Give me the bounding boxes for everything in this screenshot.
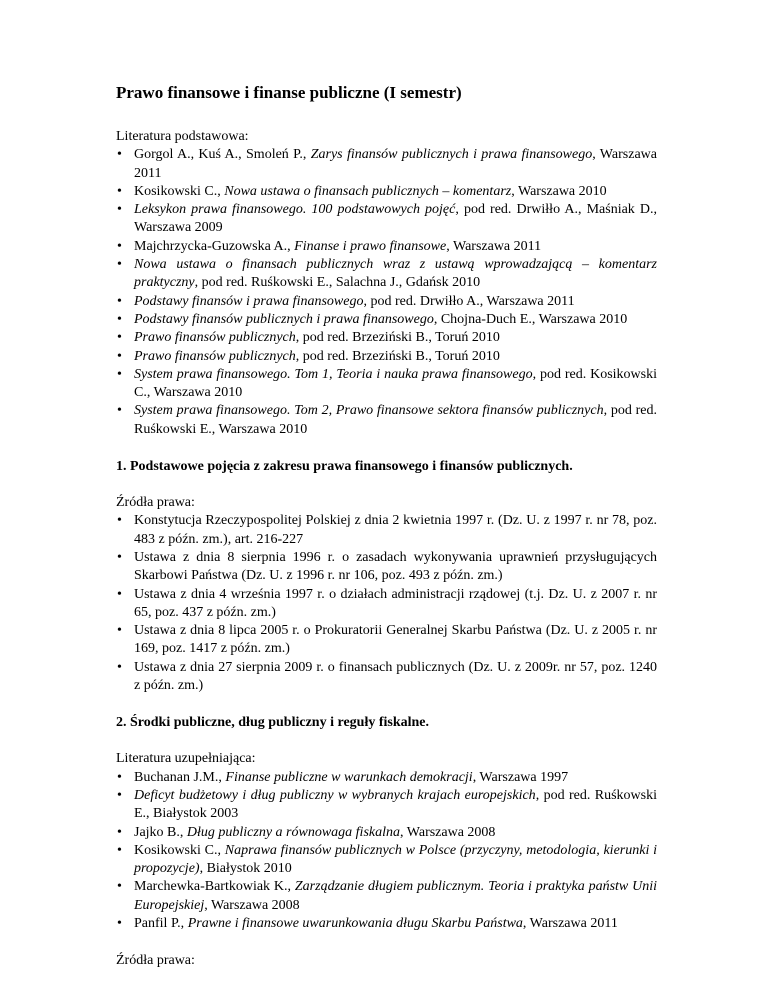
item-text: , pod red. Ruśkowski E., Warszawa 2010	[134, 403, 657, 437]
item-text: , pod red. Brzeziński B., Toruń 2010	[295, 330, 500, 346]
item-text: , pod red. Brzeziński B., Toruń 2010	[295, 348, 500, 364]
item-text: , pod red. Drwiłło A., Warszawa 2011	[363, 293, 575, 309]
list-item	[116, 842, 657, 879]
list-item	[116, 787, 657, 824]
list-item	[116, 146, 657, 183]
document-content	[116, 83, 657, 990]
list-item	[116, 311, 657, 329]
item-text: , Warszawa 2010	[511, 183, 607, 199]
item-text: Gorgol A., Kuś A., Smoleń P.,	[134, 147, 311, 163]
section-2-sources-label: Źródła prawa:	[116, 953, 195, 969]
italic-title-text: Zarządzanie długiem publicznym. Teoria i praktyka państw Unii Europejskiej	[134, 879, 657, 913]
item-text: , Warszawa 2008	[204, 897, 300, 913]
italic-title-text: Finanse i prawo finansowe	[294, 238, 447, 254]
item-text: Kosikowski C.,	[134, 183, 225, 199]
list-item	[116, 878, 657, 915]
item-text: , Warszawa 2011	[134, 147, 657, 181]
italic-title-text: Naprawa finansów publicznych w Polsce (przyczyny, metodologia, kierunki i propozycje)	[134, 842, 657, 877]
italic-title-text: Deficyt budżetowy i dług publiczny w wybranych krajach europejskich	[134, 787, 536, 803]
italic-title-text: Finanse publiczne w warunkach demokracji	[225, 769, 473, 785]
item-text: Kosikowski C.,	[134, 842, 225, 858]
italic-title-text: Prawo finansów publicznych	[134, 348, 296, 364]
italic-title-text: Prawne i finansowe uwarunkowania długu Skarbu Państwa	[187, 915, 523, 931]
item-text: Ustawa z dnia 4 września 1997 r. o działach administracji rządowej (t.j. Dz. U. z 2007 r. nr 65, poz. 437 z późn. zm.)	[134, 586, 657, 620]
item-text: Ustawa z dnia 27 sierpnia 2009 r. o finansach publicznych (Dz. U. z 2009r. nr 57, poz. 1240 z późn. zm.)	[134, 659, 657, 694]
item-text: Panfil P.,	[134, 915, 188, 931]
item-text: , pod red. Ruśkowski E., Białystok 2003	[134, 787, 657, 822]
italic-title-text: System prawa finansowego. Tom 1, Teoria i nauka prawa finansowego	[134, 366, 533, 382]
item-text: , Warszawa 2008	[400, 824, 496, 840]
list-item	[116, 549, 657, 586]
list-item	[116, 586, 657, 623]
italic-title-text: Podstawy finansów publicznych i prawa finansowego	[134, 311, 434, 327]
item-text: , Warszawa 1997	[472, 769, 569, 785]
list-item	[116, 402, 657, 439]
italic-title-text: Podstawy finansów i prawa finansowego	[134, 293, 364, 309]
list-item	[116, 915, 657, 933]
item-text: Konstytucja Rzeczypospolitej Polskiej z dnia 2 kwietnia 1997 r. (Dz. U. z 1997 r. nr 78, poz. 483 z późn. zm.), art. 216-227	[134, 513, 657, 547]
section-1-sources-list	[116, 512, 657, 695]
list-item	[116, 512, 657, 549]
section-2-literature-label: Literatura uzupełniająca:	[116, 751, 256, 767]
italic-title-text: Prawo finansów publicznych	[134, 330, 296, 346]
section-2	[116, 714, 657, 970]
list-item	[116, 329, 657, 347]
italic-title-text: Dług publiczny a równowaga fiskalna	[186, 824, 401, 840]
item-text: Ustawa z dnia 8 sierpnia 1996 r. o zasadach wykonywania uprawnień przysługujących Skarbowi Państwa (Dz. U. z 1996 r. nr 106, poz. 493 z późn. zm.)	[134, 549, 657, 584]
list-item	[116, 238, 657, 256]
item-text: , Warszawa 2011	[446, 238, 542, 254]
list-item	[116, 293, 657, 311]
italic-title-text: Nowa ustawa o finansach publicznych wraz z ustawą wprowadzającą – komentarz praktyczny	[134, 257, 657, 291]
list-item	[116, 201, 657, 238]
italic-title-text: Nowa ustawa o finansach publicznych – komentarz	[224, 183, 512, 199]
item-text: , pod red. Drwiłło A., Maśniak D., Warszawa 2009	[134, 202, 658, 236]
list-item	[116, 348, 657, 366]
italic-title-text: Zarys finansów publicznych i prawa finansowego	[310, 147, 593, 163]
item-text: Majchrzycka-Guzowska A.,	[134, 238, 295, 254]
list-item	[116, 183, 657, 201]
basic-literature-section	[116, 128, 657, 439]
basic-literature-label: Literatura podstawowa:	[116, 129, 249, 144]
item-text: , Białystok 2010	[199, 861, 292, 877]
list-item	[116, 659, 657, 696]
item-text: , pod red. Ruśkowski E., Salachna J., Gdańsk 2010	[194, 275, 481, 291]
section-2-heading: 2. Środki publiczne, dług publiczny i reguły fiskalne.	[116, 715, 430, 731]
italic-title-text: Leksykon prawa finansowego. 100 podstawowych pojęć	[134, 202, 456, 218]
item-text: Buchanan J.M.,	[134, 769, 226, 785]
list-item	[116, 824, 657, 842]
section-2-literature-list	[116, 769, 657, 934]
item-text: , Chojna-Duch E., Warszawa 2010	[433, 311, 628, 327]
list-item	[116, 769, 657, 787]
document-title: Prawo finansowe i finanse publiczne (I semestr)	[116, 83, 462, 102]
item-text: , pod red. Kosikowski C., Warszawa 2010	[134, 366, 657, 401]
list-item	[116, 366, 657, 403]
section-1-sources-label: Źródła prawa:	[116, 495, 195, 511]
basic-literature-list	[116, 146, 657, 439]
list-item	[116, 622, 657, 659]
list-item	[116, 256, 657, 293]
section-1-heading: 1. Podstawowe pojęcia z zakresu prawa finansowego i finansów publicznych.	[116, 459, 573, 475]
item-text: Jajko B.,	[134, 824, 187, 840]
item-text: Ustawa z dnia 8 lipca 2005 r. o Prokuratorii Generalnej Skarbu Państwa (Dz. U. z 2005 r. nr 169, poz. 1417 z późn. zm.)	[134, 623, 657, 657]
italic-title-text: System prawa finansowego. Tom 2, Prawo finansowe sektora finansów publicznych	[134, 403, 604, 419]
item-text: , Warszawa 2011	[522, 915, 618, 931]
item-text: Marchewka-Bartkowiak K.,	[134, 879, 295, 895]
section-1	[116, 458, 657, 695]
